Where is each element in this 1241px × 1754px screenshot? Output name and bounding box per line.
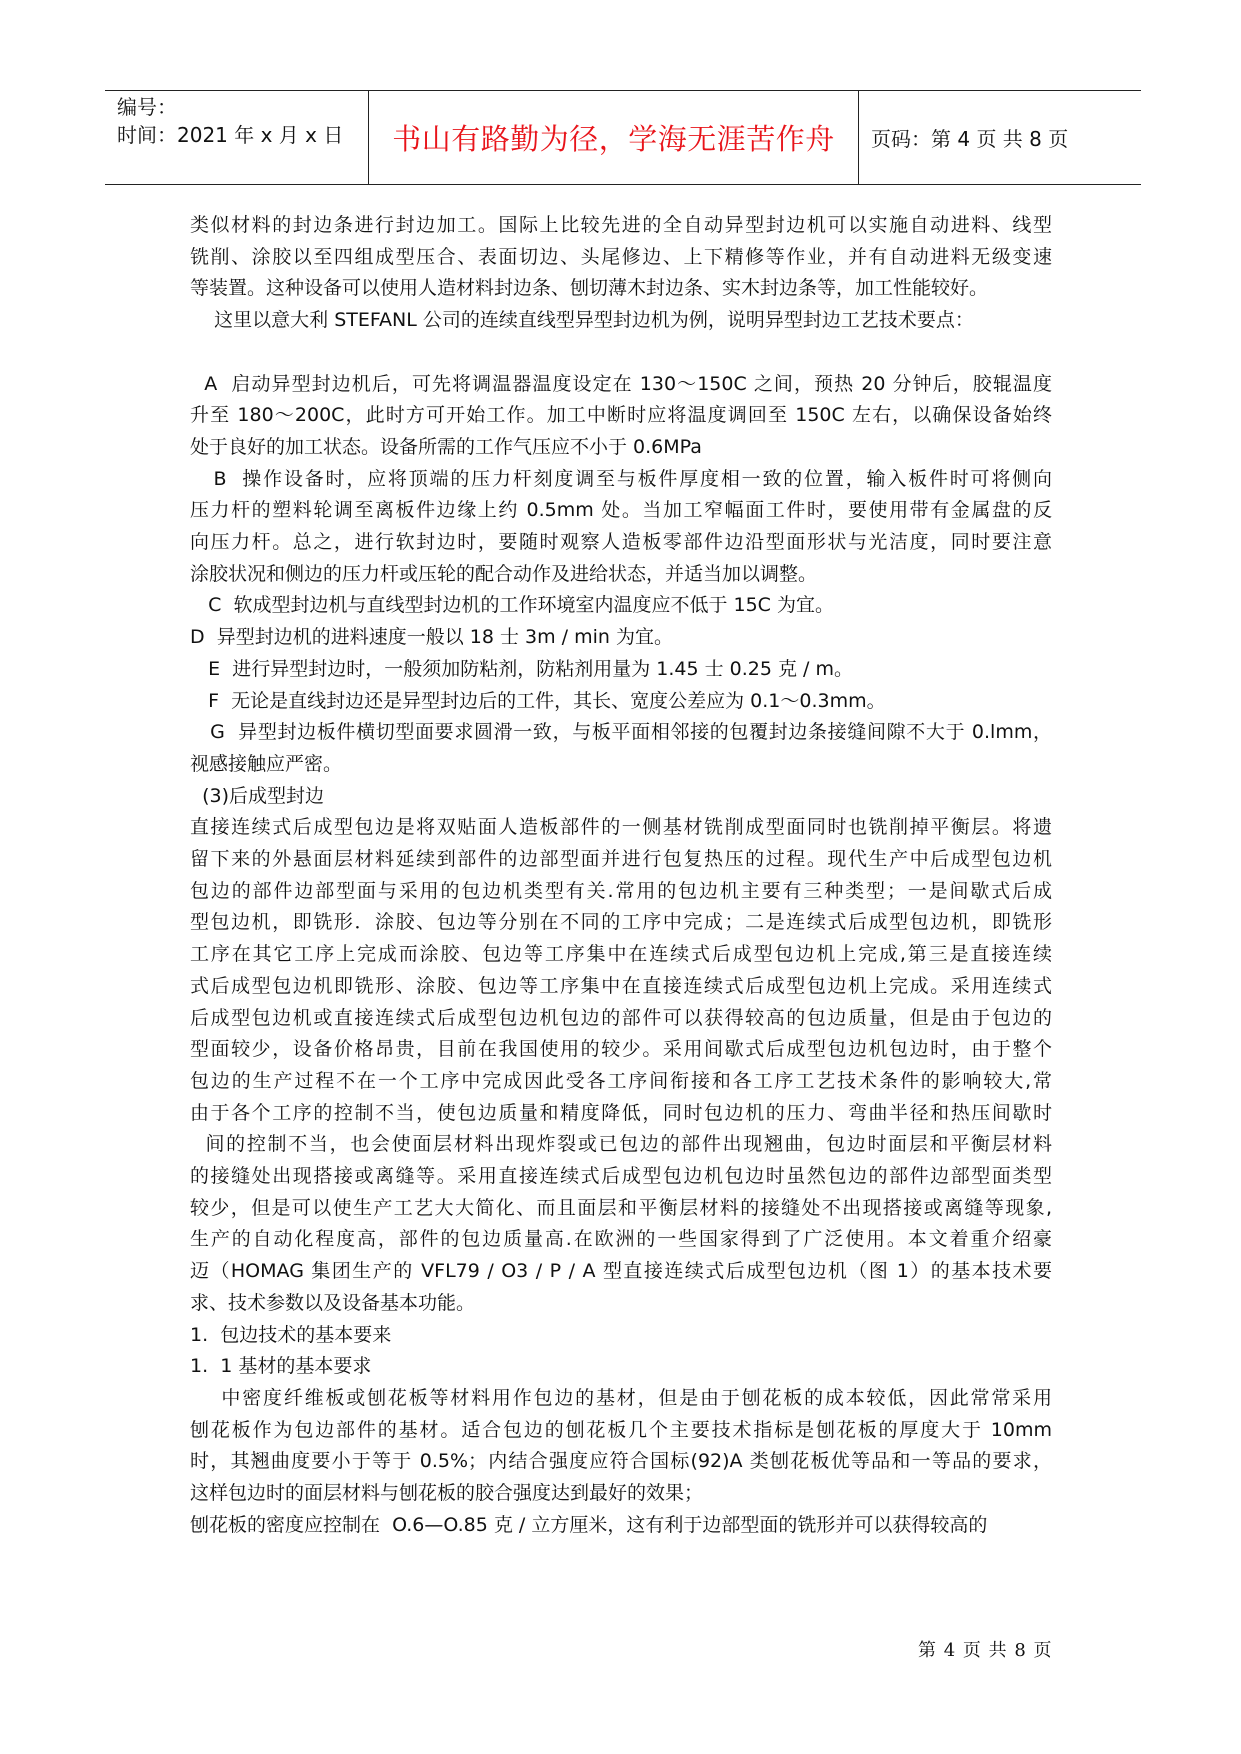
text-line: 的接缝处出现搭接或离缝等。采用直接连续式后成型包边机包边时虽然包边的部件边部型面类型 (190, 1165, 1052, 1188)
header-page-cell (859, 91, 1141, 184)
text-line: 压力杆的塑料轮调至离板件边缘上约 0.5mm 处。当加工窄幅面工件时，要使用带有金属盘的反 (190, 499, 1052, 522)
text-line: 时，其翘曲度要小于等于 0.5%；内结合强度应符合国标(92)A 类刨花板优等品和一等品的要求， (190, 1450, 1052, 1473)
text-line: 这里以意大利 STEFANL 公司的连续直线型异型封边机为例，说明异型封边工艺技术要点： (190, 309, 974, 332)
text-line: 处于良好的加工状态。设备所需的工作气压应不小于 0.6MPa (190, 435, 702, 458)
text-line: 求、技术参数以及设备基本功能。 (190, 1291, 476, 1314)
text-line: G 异型封边板件横切型面要求圆滑一致，与板平面相邻接的包覆封边条接缝间隙不大于 0.lmm， (190, 721, 1052, 744)
text-line: 类似材料的封边条进行封边加工。国际上比较先进的全自动异型封边机可以实施自动进料、线型 (190, 214, 1052, 236)
text-line: D 异型封边机的进料速度一般以 18 士 3m / min 为宜。 (190, 626, 673, 649)
text-line: 型包边机，即铣形．涂胶、包边等分别在不同的工序中完成；二是连续式后成型包边机，即铣形 (190, 911, 1052, 934)
text-line: 迈（HOMAG 集团生产的 VFL79 / O3 / P / A 型直接连续式后成型包边机（图 1）的基本技术要 (190, 1260, 1052, 1283)
text-line: B 操作设备时，应将顶端的压力杆刻度调至与板件厚度相一致的位置，输入板件时可将侧向 (190, 467, 1052, 490)
text-line: 刨花板的密度应控制在 O.6—O.85 克 / 立方厘米，这有利于边部型面的铣形并可以获得较高的 (190, 1513, 988, 1536)
blank-line (190, 337, 1052, 369)
serial-number-label: 编号： (117, 95, 177, 119)
text-line: 等装置。这种设备可以使用人造材料封边条、刨切薄木封边条、实木封边条等，加工性能较好。 (190, 277, 989, 300)
text-line: 式后成型包边机即铣形、涂胶、包边等工序集中在直接连续式后成型包边机上完成。采用连续式 (190, 974, 1052, 997)
text-line: 视感接触应严密。 (190, 752, 343, 775)
text-line: E 进行异型封边时，一般须加防粘剂，防粘剂用量为 1.45 士 0.25 克 / m。 (190, 657, 853, 680)
text-line: 1. 包边技术的基本要来 (190, 1323, 392, 1346)
text-line: F 无论是直线封边还是异型封边后的工件，其长、宽度公差应为 0.1～0.3mm。 (190, 689, 886, 712)
text-line: 生产的自动化程度高，部件的包边质量高.在欧洲的一些国家得到了广泛使用。本文着重介绍豪 (190, 1228, 1052, 1251)
text-line: 间的控制不当，也会使面层材料出现炸裂或已包边的部件出现翘曲，包边时面层和平衡层材料 (190, 1133, 1052, 1156)
text-line: 工序在其它工序上完成而涂胶、包边等工序集中在连续式后成型包边机上完成,第三是直接连续 (190, 943, 1052, 966)
text-line: 由于各个工序的控制不当，使包边质量和精度降低，同时包边机的压力、弯曲半径和热压间歇时 (190, 1101, 1052, 1124)
text-line: 留下来的外悬面层材料延续到部件的边部型面并进行包复热压的过程。现代生产中后成型包边机 (190, 848, 1052, 871)
motto: 书山有路勤为径，学海无涯苦作舟 (392, 122, 835, 156)
page-header (105, 90, 1141, 185)
text-line: 1. 1 基材的基本要求 (190, 1355, 372, 1378)
text-line: 包边的生产过程不在一个工序中完成因此受各工序间衔接和各工序工艺技术条件的影响较大,常 (190, 1069, 1052, 1092)
header-meta (105, 91, 369, 184)
text-line: 向压力杆。总之，进行软封边时，要随时观察人造板零部件边沿型面形状与光洁度，同时要注意 (190, 531, 1052, 554)
text-line: 型面较少，设备价格昂贵，目前在我国使用的较少。采用间歇式后成型包边机包边时，由于整个 (190, 1038, 1052, 1061)
document-time: 时间：2021 年 x 月 x 日 (117, 123, 344, 147)
page-footer: 第 4 页 共 8 页 (918, 1640, 1052, 1661)
text-line: 较少，但是可以使生产工艺大大简化、而且面层和平衡层材料的接缝处不出现搭接或离缝等现象, (190, 1196, 1052, 1219)
header-motto-cell (369, 91, 859, 184)
text-line: 直接连续式后成型包边是将双贴面人造板部件的一侧基材铣削成型面同时也铣削掉平衡层。将遗 (190, 816, 1052, 839)
text-line: A 启动异型封边机后，可先将调温器温度设定在 130～150C 之间，预热 20 分钟后，胶辊温度 (190, 372, 1052, 395)
page-indicator: 页码：第 4 页 共 8 页 (871, 127, 1069, 151)
document-body (190, 210, 1052, 1542)
text-line: 升至 180～200C，此时方可开始工作。加工中断时应将温度调回至 150C 左右，以确保设备始终 (190, 404, 1052, 427)
text-line: 包边的部件边部型面与采用的包边机类型有关.常用的包边机主要有三种类型；一是间歇式后成 (190, 879, 1052, 902)
text-line: 铣削、涂胶以至四组成型压合、表面切边、头尾修边、上下精修等作业，并有自动进料无级变速 (190, 245, 1052, 268)
text-line: 刨花板作为包边部件的基材。适合包边的刨花板几个主要技术指标是刨花板的厚度大于 10mm (190, 1418, 1052, 1441)
text-line: 这样包边时的面层材料与刨花板的胶合强度达到最好的效果； (190, 1482, 704, 1505)
text-line: 涂胶状况和侧边的压力杆或压轮的配合动作及进给状态，并适当加以调整。 (190, 562, 818, 585)
text-line: C 软成型封边机与直线型封边机的工作环境室内温度应不低于 15C 为宜。 (190, 594, 834, 617)
text-line: 后成型包边机或直接连续式后成型包边机包边的部件可以获得较高的包边质量，但是由于包边的 (190, 1006, 1052, 1029)
text-line: (3)后成型封边 (190, 784, 324, 807)
text-line: 中密度纤维板或刨花板等材料用作包边的基材，但是由于刨花板的成本较低，因此常常采用 (190, 1387, 1052, 1409)
